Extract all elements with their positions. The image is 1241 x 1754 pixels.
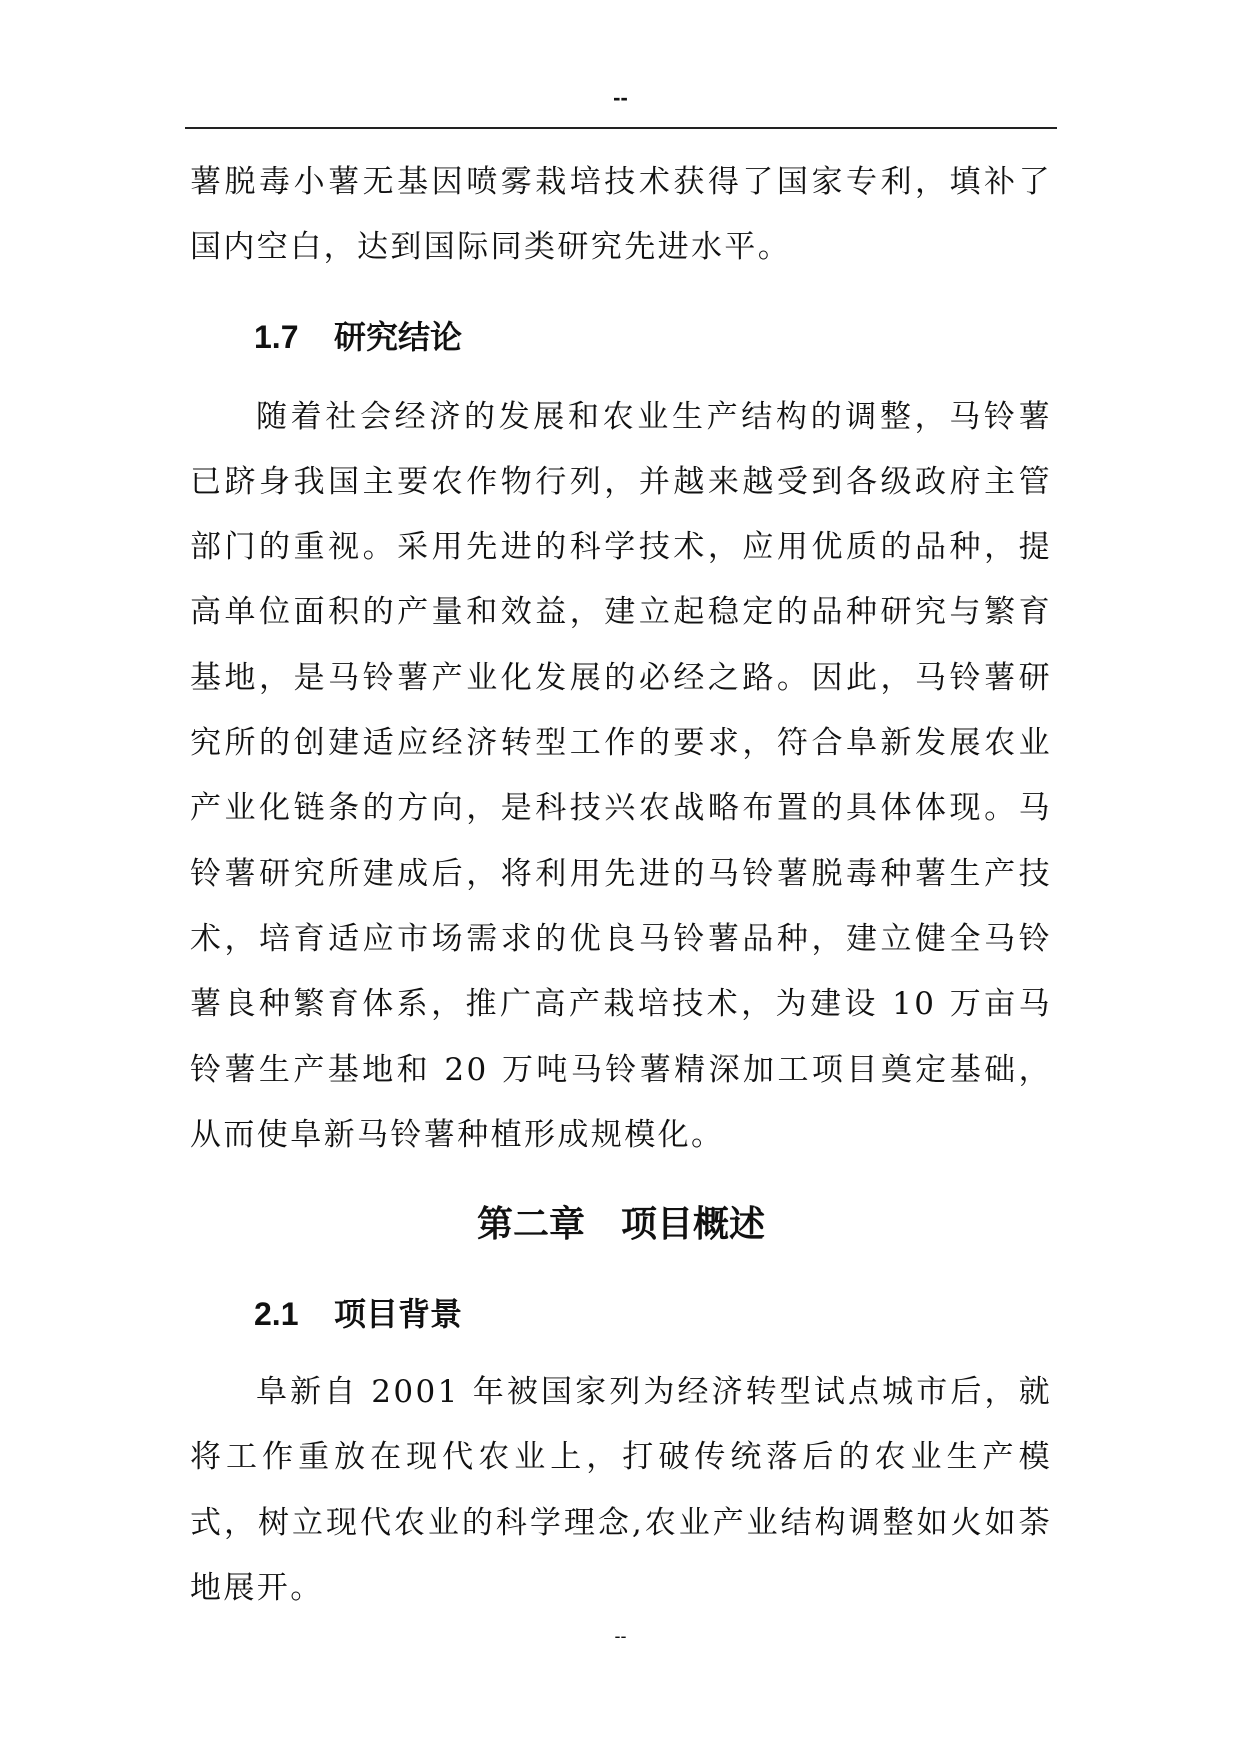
paragraph-project-background: 阜新自 2001 年被国家列为经济转型试点城市后，就将工作重放在现代农业上，打破传统落后的农业生产模式，树立现代农业的科学理念,农业产业结构调整如火如荼地展开。 (190, 1374, 1052, 1607)
paragraph-research-conclusion: 随着社会经济的发展和农业生产结构的调整，马铃薯已跻身我国主要农作物行列，并越来越受到各级政府主管部门的重视。采用先进的科学技术，应用优质的品种，提高单位面积的产量和效益，建立起稳定的品种研究与繁育基地，是马铃薯产业化发展的必经之路。因此，马铃薯研究所的创建适应经济转型工作的要求，符合阜新发展农业产业化链条的方向，是科技兴农战略布置的具体体现。马铃薯研究所建成后，将利用先进的马铃薯脱毒种薯生产技术，培育适应市场需求的优良马铃薯品种，建立健全马铃薯良种繁育体系，推广高产栽培技术，为建设 10 万亩马铃薯生产基地和 20 万吨马铃薯精深加工项目奠定基础，从而使阜新马铃薯种植形成规模化。 (190, 398, 1052, 1153)
section-heading-2-1 (190, 1294, 1052, 1334)
section-number: 1.7 (254, 318, 299, 355)
page-body (190, 150, 1052, 1621)
section-heading-1-7 (190, 317, 1052, 357)
section-number: 2.1 (254, 1296, 299, 1333)
page-header-mark: -- (613, 85, 628, 110)
chapter-heading-2: 第二章 项目概述 (476, 1203, 765, 1245)
header-divider (185, 127, 1057, 129)
section-title: 研究结论 (334, 318, 463, 355)
paragraph-continuation: 薯脱毒小薯无基因喷雾栽培技术获得了国家专利，填补了国内空白，达到国际同类研究先进水平。 (190, 164, 1052, 266)
section-title: 项目背景 (334, 1296, 463, 1333)
page-footer-mark: -- (614, 1626, 627, 1646)
